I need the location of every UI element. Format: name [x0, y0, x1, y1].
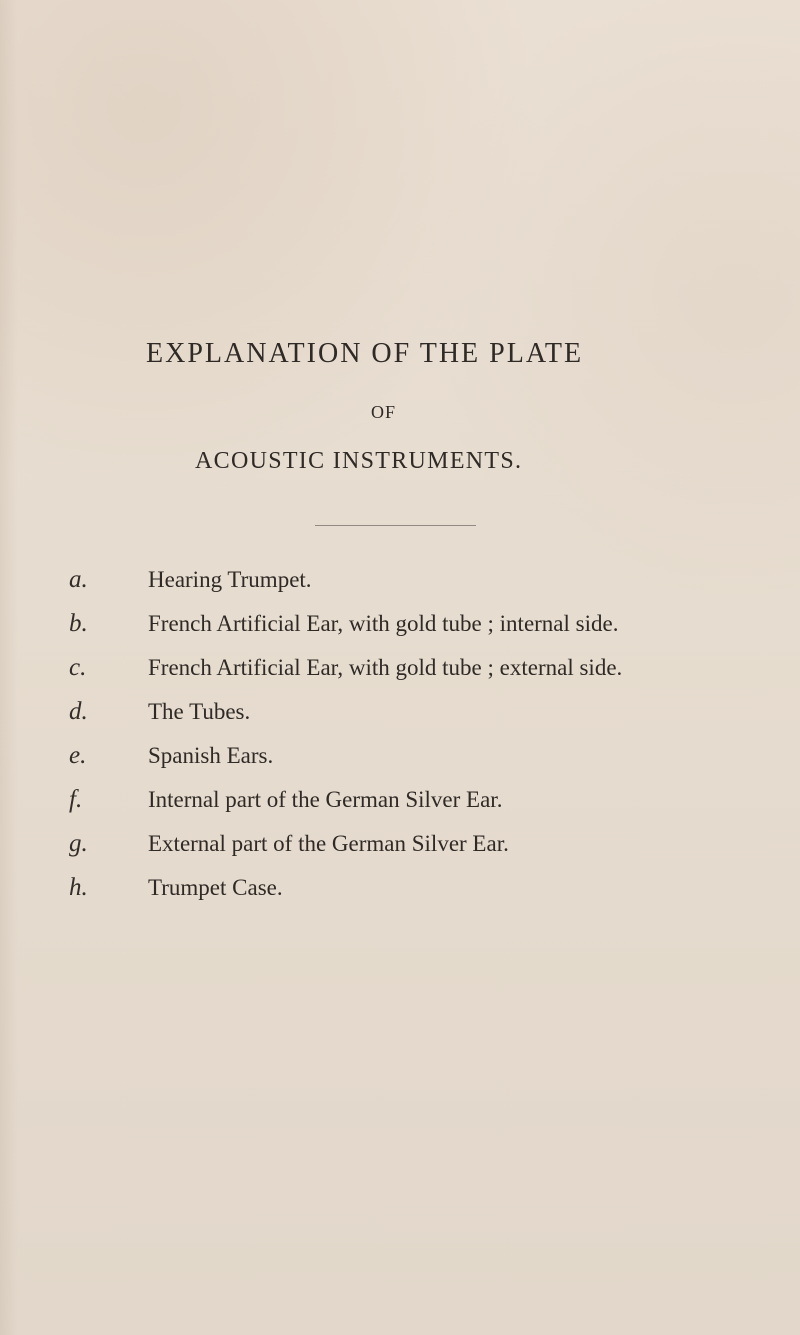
list-item	[69, 566, 759, 610]
list-item	[69, 698, 759, 742]
list-item	[69, 610, 759, 654]
item-letter: g.	[69, 830, 88, 857]
item-letter: a.	[69, 566, 88, 593]
list-item	[69, 742, 759, 786]
item-text: Trumpet Case.	[148, 875, 283, 900]
plate-explanation-list	[69, 566, 759, 918]
item-text: Spanish Ears.	[148, 743, 274, 768]
item-text: French Artificial Ear, with gold tube ; external side.	[148, 655, 623, 680]
item-text: The Tubes.	[148, 699, 251, 724]
plate-subtitle: ACOUSTIC INSTRUMENTS.	[195, 448, 523, 474]
page-edge-shadow	[0, 0, 18, 1335]
item-text: External part of the German Silver Ear.	[148, 831, 509, 856]
item-text: Internal part of the German Silver Ear.	[148, 787, 503, 812]
item-text: French Artificial Ear, with gold tube ; internal side.	[148, 611, 619, 636]
list-item	[69, 830, 759, 874]
item-letter: d.	[69, 698, 88, 725]
item-text: Hearing Trumpet.	[148, 567, 312, 592]
title-connector: OF	[371, 402, 397, 422]
list-item	[69, 874, 759, 918]
plate-title: EXPLANATION OF THE PLATE	[146, 338, 584, 369]
item-letter: c.	[69, 654, 87, 681]
list-item	[69, 786, 759, 830]
decorative-rule	[315, 525, 476, 526]
item-letter: b.	[69, 610, 88, 637]
item-letter: h.	[69, 874, 88, 901]
list-item	[69, 654, 759, 698]
item-letter: e.	[69, 742, 87, 769]
item-letter: f.	[69, 786, 83, 813]
